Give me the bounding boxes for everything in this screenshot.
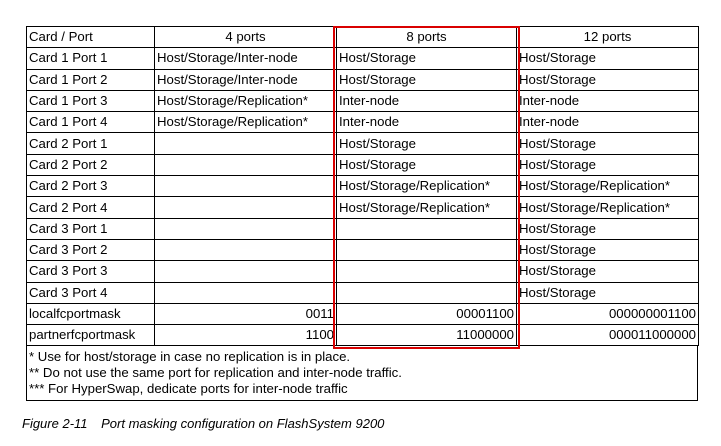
port-label-cell: Card 3 Port 4 bbox=[27, 282, 155, 303]
mask-label-cell: localfcportmask bbox=[27, 303, 155, 324]
table-cell bbox=[337, 261, 517, 282]
mask-label-cell: partnerfcportmask bbox=[27, 325, 155, 346]
table-cell: Host/Storage/Replication* bbox=[517, 176, 699, 197]
table-cell: Host/Storage/Replication* bbox=[155, 90, 337, 111]
footnote-3: *** For HyperSwap, dedicate ports for inter-node traffic bbox=[29, 381, 348, 397]
mask-value-cell: 11000000 bbox=[337, 325, 517, 346]
table-cell: Host/Storage bbox=[517, 133, 699, 154]
table-cell: Inter-node bbox=[517, 112, 699, 133]
table-cell: Host/Storage/Inter-node bbox=[155, 69, 337, 90]
table-row bbox=[27, 239, 699, 260]
port-label-cell: Card 1 Port 2 bbox=[27, 69, 155, 90]
port-label-cell: Card 3 Port 3 bbox=[27, 261, 155, 282]
port-label-cell: Card 3 Port 1 bbox=[27, 218, 155, 239]
table-cell bbox=[155, 282, 337, 303]
table-cell: Host/Storage/Replication* bbox=[337, 197, 517, 218]
figure-caption bbox=[22, 416, 384, 431]
mask-value-cell: 0011 bbox=[155, 303, 337, 324]
table-cell bbox=[337, 218, 517, 239]
port-label-cell: Card 2 Port 4 bbox=[27, 197, 155, 218]
mask-value-cell: 1100 bbox=[155, 325, 337, 346]
footnote-1: * Use for host/storage in case no replication is in place. bbox=[29, 349, 351, 365]
header-8-ports: 8 ports bbox=[337, 27, 517, 48]
table-cell bbox=[337, 282, 517, 303]
table-cell bbox=[155, 218, 337, 239]
table-row bbox=[27, 282, 699, 303]
table-row bbox=[27, 48, 699, 69]
table-cell: Host/Storage bbox=[337, 48, 517, 69]
table-cell: Host/Storage bbox=[337, 154, 517, 175]
mask-row-local bbox=[27, 303, 699, 324]
port-label-cell: Card 1 Port 1 bbox=[27, 48, 155, 69]
header-4-ports: 4 ports bbox=[155, 27, 337, 48]
table-cell: Inter-node bbox=[517, 90, 699, 111]
table-row bbox=[27, 218, 699, 239]
port-label-cell: Card 3 Port 2 bbox=[27, 239, 155, 260]
table-cell bbox=[337, 239, 517, 260]
footnotes bbox=[26, 346, 698, 401]
footnote-2: ** Do not use the same port for replication and inter-node traffic. bbox=[29, 365, 402, 381]
header-12-ports: 12 ports bbox=[517, 27, 699, 48]
table-cell: Inter-node bbox=[337, 112, 517, 133]
table-cell bbox=[155, 133, 337, 154]
mask-value-cell: 00001100 bbox=[337, 303, 517, 324]
table-cell bbox=[155, 197, 337, 218]
figure-caption-label: Figure 2-11 bbox=[22, 416, 88, 431]
header-row bbox=[27, 27, 699, 48]
table-row bbox=[27, 112, 699, 133]
figure-caption-text: Port masking configuration on FlashSystem 9200 bbox=[101, 416, 385, 431]
table-cell: Host/Storage/Replication* bbox=[517, 197, 699, 218]
table-row bbox=[27, 261, 699, 282]
table-row bbox=[27, 154, 699, 175]
table-cell: Host/Storage bbox=[337, 69, 517, 90]
table-cell: Host/Storage/Inter-node bbox=[155, 48, 337, 69]
table-cell: Host/Storage bbox=[517, 239, 699, 260]
port-label-cell: Card 2 Port 1 bbox=[27, 133, 155, 154]
table-cell bbox=[155, 239, 337, 260]
port-label-cell: Card 2 Port 2 bbox=[27, 154, 155, 175]
table-cell: Host/Storage bbox=[337, 133, 517, 154]
table-cell: Host/Storage/Replication* bbox=[337, 176, 517, 197]
port-masking-table bbox=[26, 26, 699, 346]
table-cell bbox=[155, 176, 337, 197]
table-cell bbox=[155, 261, 337, 282]
table-cell: Host/Storage/Replication* bbox=[155, 112, 337, 133]
table-row bbox=[27, 133, 699, 154]
header-card-port: Card / Port bbox=[27, 27, 155, 48]
table-cell: Host/Storage bbox=[517, 261, 699, 282]
table-cell: Host/Storage bbox=[517, 218, 699, 239]
table-row bbox=[27, 197, 699, 218]
table-cell bbox=[155, 154, 337, 175]
mask-value-cell: 000011000000 bbox=[517, 325, 699, 346]
port-label-cell: Card 2 Port 3 bbox=[27, 176, 155, 197]
table-cell: Host/Storage bbox=[517, 48, 699, 69]
port-masking-figure bbox=[26, 26, 698, 401]
table-cell: Host/Storage bbox=[517, 154, 699, 175]
port-label-cell: Card 1 Port 4 bbox=[27, 112, 155, 133]
mask-value-cell: 000000001100 bbox=[517, 303, 699, 324]
mask-row-partner bbox=[27, 325, 699, 346]
table-cell: Host/Storage bbox=[517, 69, 699, 90]
table-cell: Host/Storage bbox=[517, 282, 699, 303]
table-row bbox=[27, 90, 699, 111]
table-cell: Inter-node bbox=[337, 90, 517, 111]
table-row bbox=[27, 176, 699, 197]
table-row bbox=[27, 69, 699, 90]
port-label-cell: Card 1 Port 3 bbox=[27, 90, 155, 111]
